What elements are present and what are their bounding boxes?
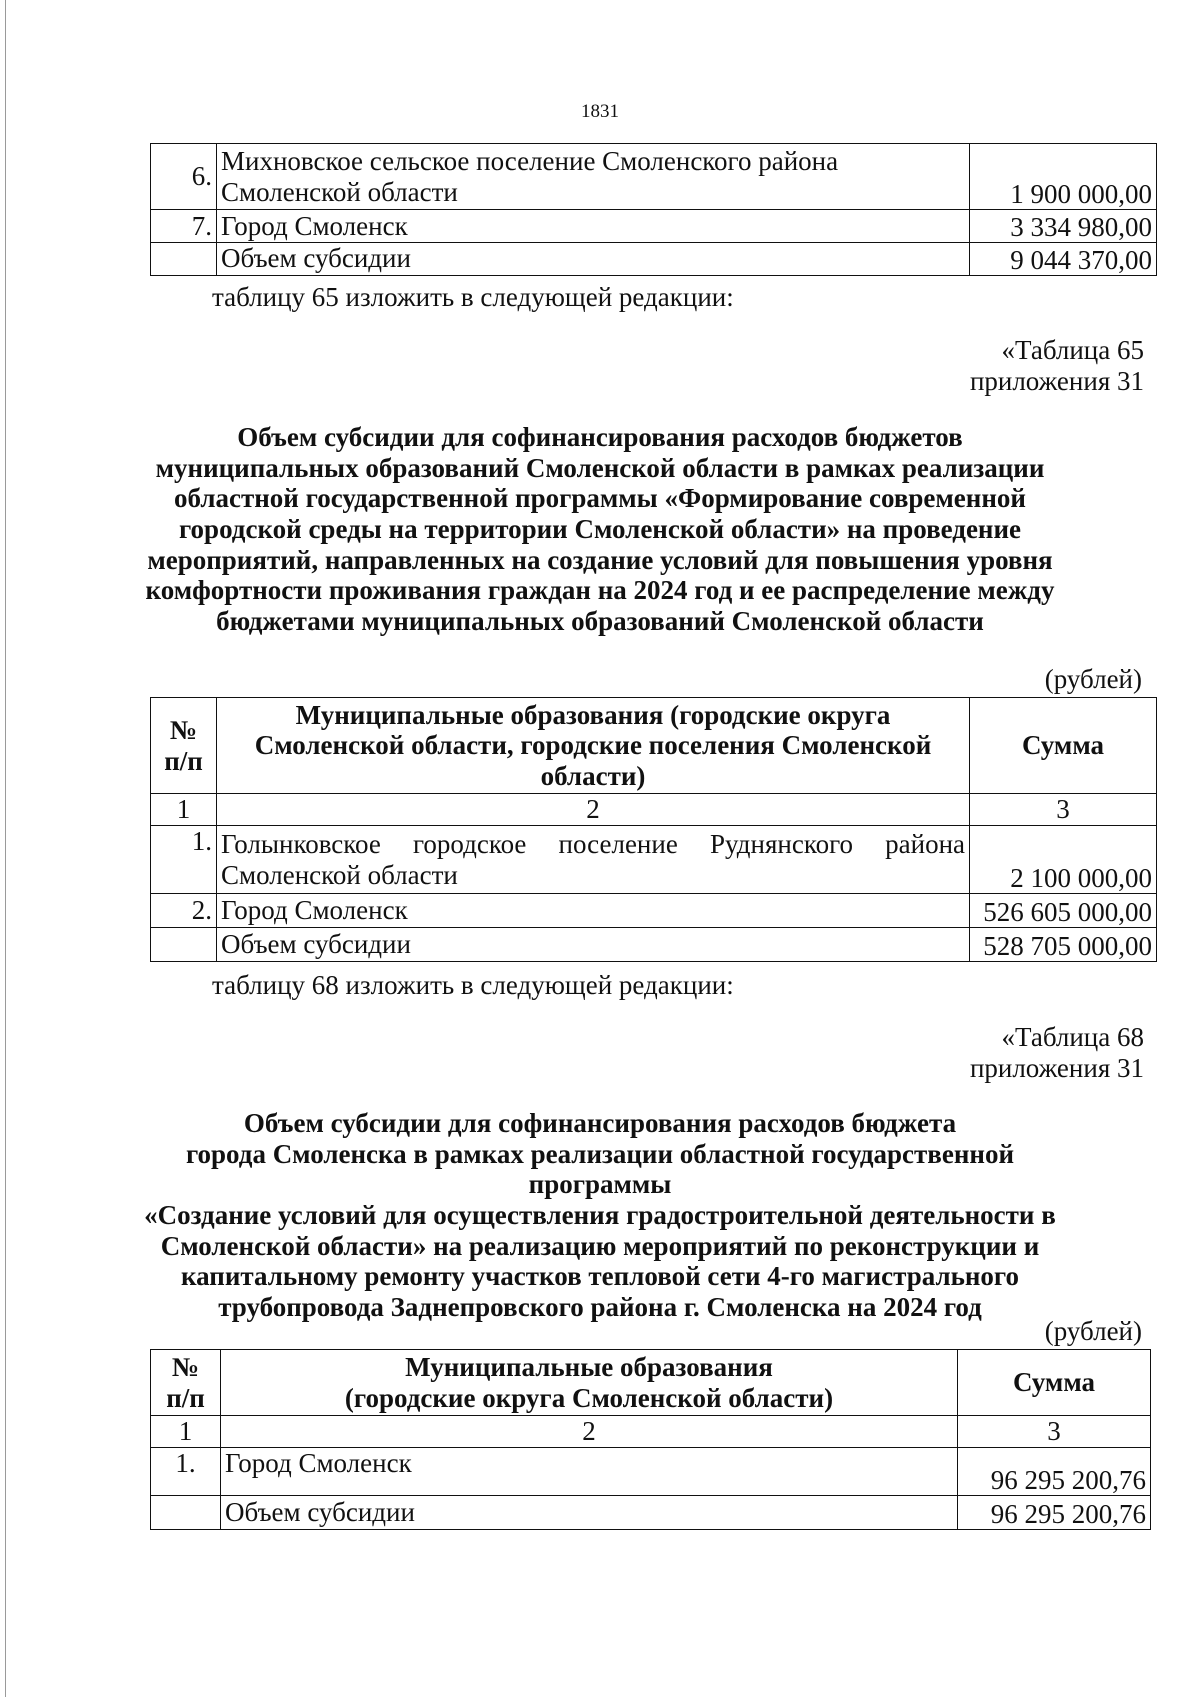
instruction-table-68: таблицу 68 изложить в следующей редакции: — [212, 970, 734, 1000]
table-68-reference-line: «Таблица 68 — [1001, 1022, 1144, 1052]
table-row — [151, 1448, 1151, 1496]
title-line: Объем субсидии для софинансирования расходов бюджетов — [237, 422, 963, 452]
header-number-line: № — [169, 715, 198, 746]
column-number-row — [151, 794, 1157, 826]
title-line: комфортности проживания граждан на 2024 год и ее распределение между — [145, 575, 1055, 606]
row-amount: 526 605 000,00 — [970, 894, 1157, 928]
row-name: Город Смоленск — [217, 210, 970, 243]
title-line: города Смоленска в рамках реализации областной государственной программы — [185, 1138, 1015, 1200]
header-sum: Сумма — [958, 1350, 1151, 1416]
title-line: бюджетами муниципальных образований Смоленской области — [216, 605, 984, 636]
title-line: Объем субсидии для софинансирования расходов бюджета — [243, 1108, 957, 1138]
title-line: муниципальных образований Смоленской области в рамках реализации — [155, 452, 1045, 483]
table-65-reference — [970, 335, 1144, 396]
table-header-row — [151, 1350, 1151, 1416]
title-line: городской среды на территории Смоленской области» на проведение — [178, 513, 1022, 544]
row-amount: 1 900 000,00 — [970, 144, 1157, 210]
table-row — [151, 894, 1157, 928]
row-name: Объем субсидии — [217, 928, 970, 962]
header-name-line: области) — [540, 760, 646, 791]
header-name-line: (городские округа Смоленской области) — [344, 1382, 834, 1413]
row-name: Город Смоленск — [217, 894, 970, 928]
row-number — [151, 928, 217, 962]
row-name-line: Михновское сельское поселение Смоленского района — [221, 146, 839, 177]
row-amount: 3 334 980,00 — [970, 210, 1157, 243]
table-68-unit: (рублей) — [1044, 1316, 1142, 1346]
header-name — [221, 1350, 958, 1416]
title-line: капитальному ремонту участков тепловой сети 4-го магистрального — [180, 1261, 1020, 1292]
row-number: 2. — [151, 894, 217, 928]
page-edge-line — [5, 0, 6, 1697]
table-total-row — [151, 1496, 1151, 1530]
table-header-row — [151, 698, 1157, 794]
row-number: 7. — [151, 210, 217, 243]
header-name-line: Муниципальные образования — [405, 1352, 773, 1383]
row-name-line: Голынковское городское поселение Руднянского района — [221, 829, 965, 860]
table-continued — [150, 143, 1157, 276]
column-number: 1 — [151, 794, 217, 826]
table-row — [151, 144, 1157, 210]
title-line: трубопровода Заднепровского района г. Смоленска на 2024 год — [218, 1291, 982, 1322]
table-row — [151, 826, 1157, 894]
header-name — [217, 698, 970, 794]
header-number — [151, 1350, 221, 1416]
table-68-reference-line: приложения 31 — [969, 1052, 1144, 1083]
header-number-line: № — [171, 1352, 200, 1383]
header-sum: Сумма — [970, 698, 1157, 794]
table-65-reference-line: приложения 31 — [969, 365, 1144, 396]
row-amount: 96 295 200,76 — [958, 1448, 1151, 1496]
row-amount: 528 705 000,00 — [970, 928, 1157, 962]
row-name — [217, 826, 970, 894]
header-name-line: Муниципальные образования (городские округа — [295, 700, 891, 731]
title-line: мероприятий, направленных на создание условий для повышения уровня — [147, 544, 1053, 575]
table-65 — [150, 697, 1157, 962]
header-number-line: п/п — [164, 745, 203, 776]
table-68 — [150, 1349, 1151, 1530]
table-total-row — [151, 243, 1157, 276]
row-number — [151, 1496, 221, 1530]
page-number: 1831 — [581, 101, 619, 122]
row-number: 6. — [151, 144, 217, 210]
row-amount: 9 044 370,00 — [970, 243, 1157, 276]
row-name — [217, 144, 970, 210]
table-65-title — [140, 422, 1060, 636]
table-68-reference — [970, 1022, 1144, 1083]
instruction-table-65: таблицу 65 изложить в следующей редакции: — [212, 282, 734, 312]
column-number: 2 — [217, 794, 970, 826]
column-number: 1 — [151, 1416, 221, 1448]
title-line: «Создание условий для осуществления градостроительной деятельности в — [144, 1199, 1056, 1230]
column-number: 3 — [958, 1416, 1151, 1448]
header-name-line: Смоленской области, городские поселения Смоленской — [254, 730, 932, 761]
row-name: Объем субсидии — [217, 243, 970, 276]
column-number-row — [151, 1416, 1151, 1448]
table-65-unit: (рублей) — [1044, 664, 1142, 694]
row-number — [151, 243, 217, 276]
row-name: Объем субсидии — [221, 1496, 958, 1530]
header-number-line: п/п — [166, 1382, 205, 1413]
title-line: Смоленской области» на реализацию мероприятий по реконструкции и — [160, 1230, 1040, 1261]
title-line: областной государственной программы «Формирование современной — [174, 483, 1026, 514]
table-65-reference-line: «Таблица 65 — [1001, 335, 1144, 365]
row-name: Город Смоленск — [221, 1448, 958, 1496]
row-amount: 2 100 000,00 — [970, 826, 1157, 894]
column-number: 3 — [970, 794, 1157, 826]
table-row — [151, 210, 1157, 243]
row-number: 1. — [151, 826, 217, 894]
table-68-title — [140, 1108, 1060, 1322]
column-number: 2 — [221, 1416, 958, 1448]
row-amount: 96 295 200,76 — [958, 1496, 1151, 1530]
row-name-line: Смоленской области — [221, 176, 458, 207]
row-name-line: Смоленской области — [221, 859, 458, 890]
table-total-row — [151, 928, 1157, 962]
header-number — [151, 698, 217, 794]
row-number: 1. — [151, 1448, 221, 1496]
